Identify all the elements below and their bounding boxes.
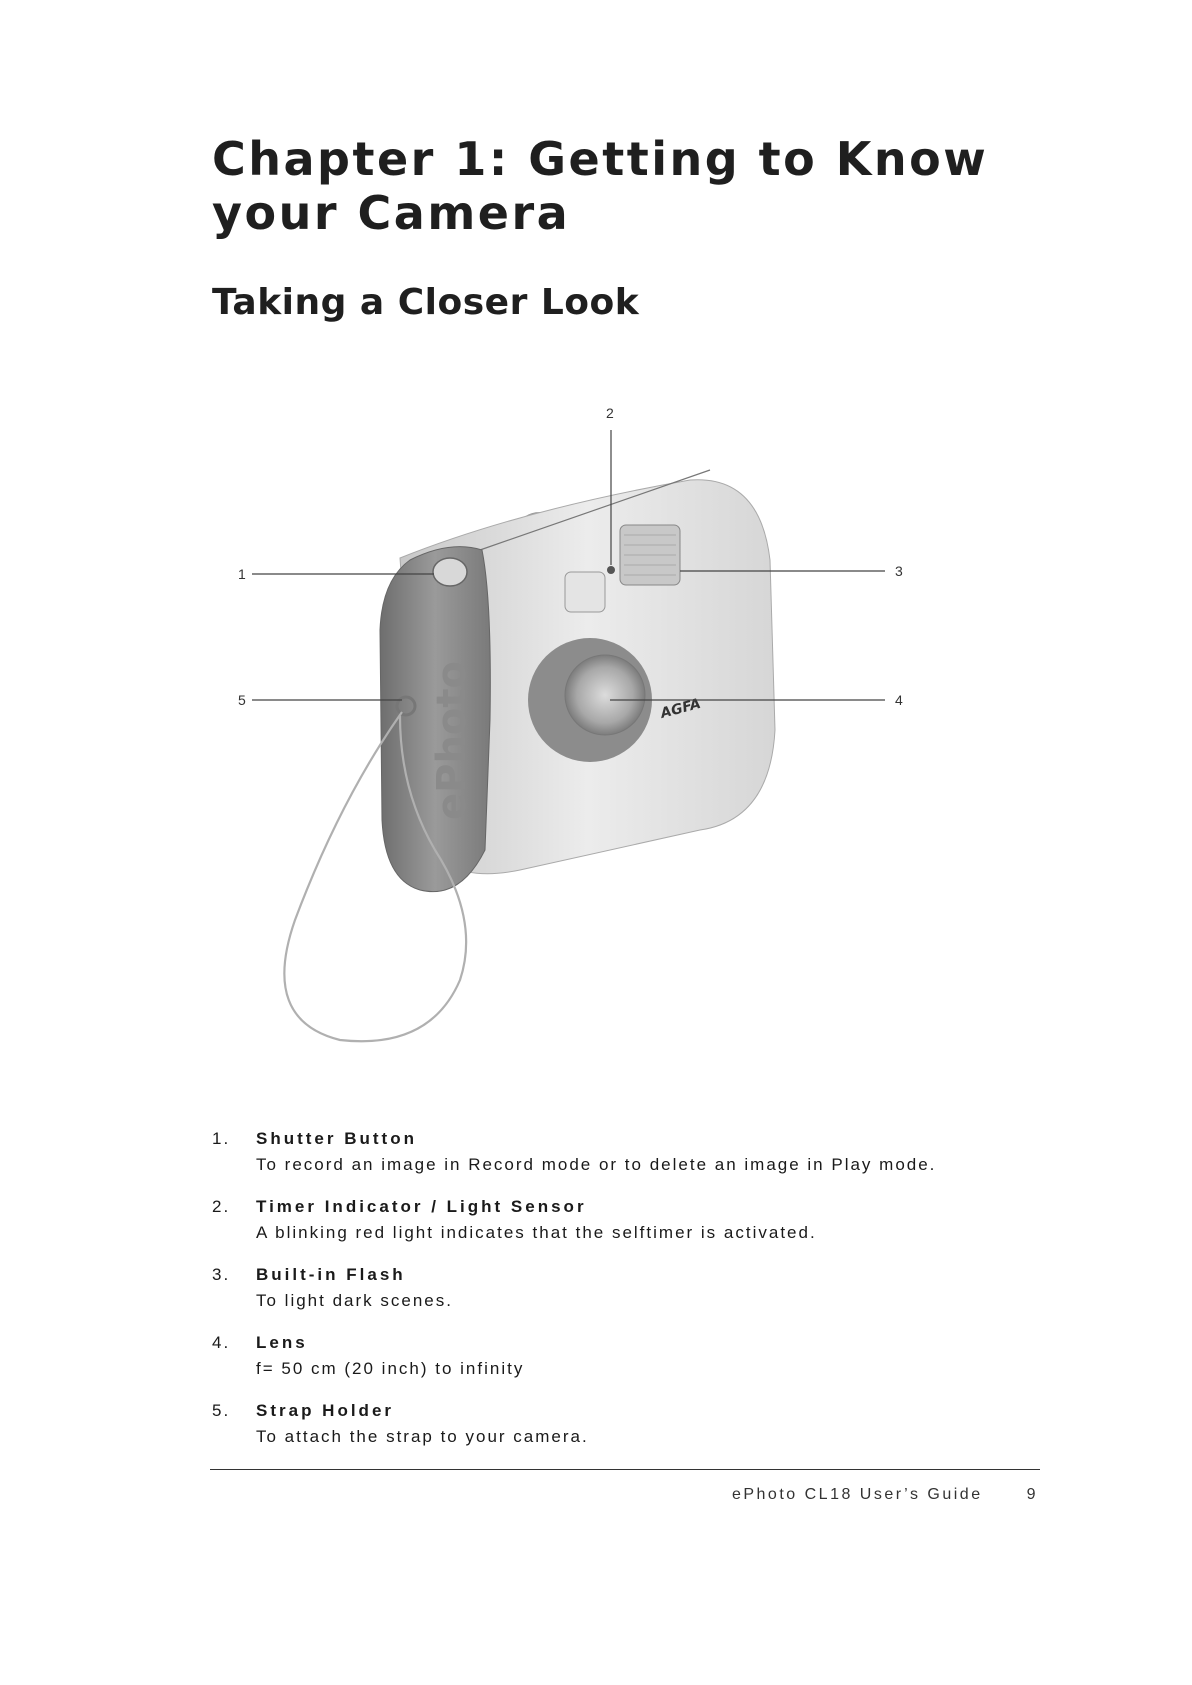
guide-title: ePhoto CL18 User’s Guide xyxy=(731,1486,983,1503)
item-description: To light dark scenes. xyxy=(256,1291,453,1310)
item-number: 3. xyxy=(212,1265,231,1284)
callout-4: 4 xyxy=(895,692,903,708)
timer-indicator-shape xyxy=(607,566,615,574)
callout-3: 3 xyxy=(895,563,903,579)
list-item xyxy=(212,1330,1032,1382)
footer-divider xyxy=(210,1469,1040,1470)
brand-logo-text: AGFA xyxy=(658,695,703,722)
callout-5: 5 xyxy=(238,692,246,708)
item-title: Built-in Flash xyxy=(256,1265,406,1284)
camera-illustration xyxy=(220,400,940,1120)
grip-logo-text: ePhoto xyxy=(429,660,475,820)
list-item xyxy=(212,1262,1032,1314)
callout-1: 1 xyxy=(238,566,246,582)
item-title: Timer Indicator / Light Sensor xyxy=(256,1197,587,1216)
item-title: Shutter Button xyxy=(256,1129,417,1148)
chapter-title: Chapter 1: Getting to Know your Camera xyxy=(212,132,989,240)
parts-list xyxy=(212,1126,1032,1466)
page-number: 9 xyxy=(1026,1486,1038,1503)
item-number: 2. xyxy=(212,1197,231,1216)
shutter-button-shape xyxy=(433,558,467,586)
page-footer xyxy=(732,1486,1038,1504)
camera-figure xyxy=(220,400,940,1120)
item-description: A blinking red light indicates that the selftimer is activated. xyxy=(256,1223,817,1242)
item-description: To record an image in Record mode or to delete an image in Play mode. xyxy=(256,1155,937,1174)
list-item xyxy=(212,1194,1032,1246)
callout-2: 2 xyxy=(606,405,614,421)
item-title: Lens xyxy=(256,1333,308,1352)
lens-shape xyxy=(565,655,645,735)
list-item xyxy=(212,1398,1032,1450)
item-description: f= 50 cm (20 inch) to infinity xyxy=(256,1359,525,1378)
viewfinder-shape xyxy=(565,572,605,612)
item-number: 1. xyxy=(212,1129,231,1148)
item-number: 5. xyxy=(212,1401,231,1420)
section-title: Taking a Closer Look xyxy=(212,282,640,323)
item-title: Strap Holder xyxy=(256,1401,395,1420)
item-description: To attach the strap to your camera. xyxy=(256,1427,589,1446)
item-number: 4. xyxy=(212,1333,231,1352)
list-item xyxy=(212,1126,1032,1178)
